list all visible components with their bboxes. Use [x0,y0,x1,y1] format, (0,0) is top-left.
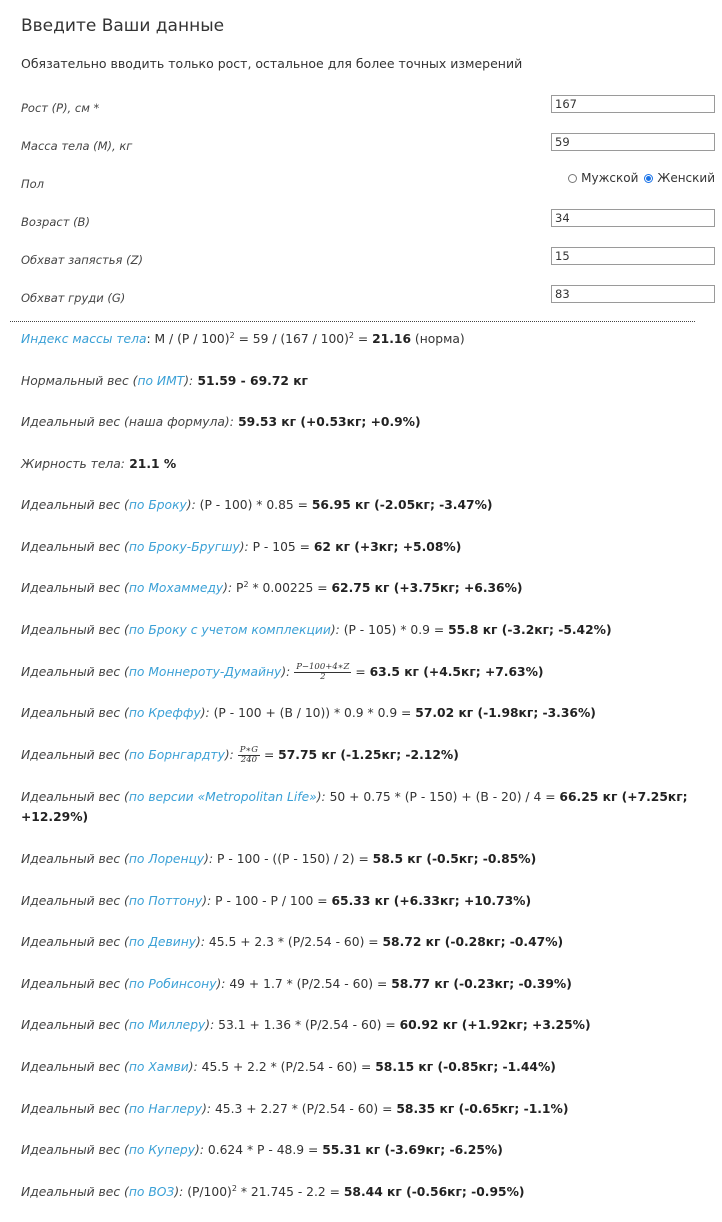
mohammed-link[interactable]: по Мохаммеду [128,581,224,595]
kreff-formula: (Р - 100 + (В / 10)) * 0.9 * 0.9 = [209,706,416,720]
bmi-formula-part1: : М / (Р / 100) [146,332,230,346]
ideal-suffix: ): [224,748,234,762]
cooper-link[interactable]: по Куперу [128,1143,196,1157]
result-metlife [21,787,711,827]
gender-male-label[interactable]: Мужской [581,171,639,185]
result-bmi [21,329,711,349]
borngardt-equals: = [260,748,279,762]
result-who [21,1182,711,1202]
result-kreff [21,703,711,723]
page-subtitle: Обязательно вводить только рост, остальное для более точных измерений [21,56,523,71]
broca-brugsh-value: 62 кг (+3кг; +5.08%) [313,540,462,554]
potton-value: 65.33 кг (+6.33кг; +10.73%) [331,894,532,908]
ideal-prefix: Идеальный вес ( [21,1060,129,1074]
monnerot-numerator: P−100+4∗Z [296,662,350,672]
ideal-suffix: ): [202,1102,212,1116]
result-lorentz [21,849,711,869]
broca-brugsh-formula: Р - 105 = [248,540,314,554]
metlife-link[interactable]: по версии «Metropolitan Life» [128,790,317,804]
ideal-prefix: Идеальный вес ( [21,623,129,637]
ideal-prefix: Идеальный вес ( [21,790,129,804]
result-mohammed [21,578,711,598]
miller-formula: 53.1 + 1.36 * (Р/2.54 - 60) = [214,1018,400,1032]
weight-input[interactable] [551,133,715,151]
ideal-suffix: ): [330,623,340,637]
results-divider [10,321,695,322]
mohammed-formula-part2: * 0.00225 = [248,581,332,595]
ideal-suffix: ): [223,581,233,595]
result-broca [21,495,711,515]
broca-formula: (Р - 100) * 0.85 = [195,498,312,512]
who-formula-part2: * 21.745 - 2.2 = [236,1185,344,1199]
lorentz-link[interactable]: по Лоренцу [128,852,205,866]
ideal-prefix: Идеальный вес ( [21,977,129,991]
weight-label: Масса тела (М), кг [21,139,133,153]
ideal-prefix: Идеальный вес ( [21,1102,129,1116]
ideal-prefix: Идеальный вес ( [21,498,129,512]
broca-link[interactable]: по Броку [128,498,187,512]
lorentz-formula: Р - 100 - ((Р - 150) / 2) = [213,852,373,866]
mohammed-exponent: 2 [243,579,249,589]
ideal-prefix: Идеальный вес ( [21,852,129,866]
broca-value: 56.95 кг (-2.05кг; -3.47%) [311,498,493,512]
height-label: Рост (Р), см * [21,101,100,115]
ideal-prefix: Идеальный вес ( [21,1018,129,1032]
result-robinson [21,974,711,994]
result-cooper [21,1140,711,1160]
result-body-fat [21,454,711,474]
hamwi-link[interactable]: по Хамви [128,1060,189,1074]
ideal-suffix: ): [186,498,196,512]
ideal-prefix: Идеальный вес ( [21,894,129,908]
ideal-suffix: ): [239,540,249,554]
lorentz-value: 58.5 кг (-0.5кг; -0.85%) [372,852,537,866]
normal-link[interactable]: по ИМТ [137,374,185,388]
ideal-suffix: ): [281,665,291,679]
gender-female-label[interactable]: Женский [657,171,715,185]
age-input[interactable] [551,209,715,227]
cooper-formula: 0.624 * Р - 48.9 = [203,1143,323,1157]
broca-brugsh-link[interactable]: по Броку-Бругшу [128,540,240,554]
kreff-value: 57.02 кг (-1.98кг; -3.36%) [415,706,596,720]
result-miller [21,1015,711,1035]
ideal-prefix: Идеальный вес ( [21,706,129,720]
normal-prefix: Нормальный вес ( [21,374,138,388]
ideal-suffix: ): [200,706,210,720]
broca-complexion-formula: (Р - 105) * 0.9 = [339,623,449,637]
robinson-link[interactable]: по Робинсону [128,977,217,991]
nagler-value: 58.35 кг (-0.65кг; -1.1%) [396,1102,569,1116]
result-our-formula [21,412,711,432]
metlife-value: 66.25 кг (+7.25кг; +12.29%) [21,790,688,824]
ideal-prefix: Идеальный вес ( [21,581,129,595]
result-borngardt [21,745,711,765]
result-nagler [21,1099,711,1119]
height-input[interactable] [551,95,715,113]
page-title: Введите Ваши данные [21,16,225,36]
bmi-formula-part2: = 59 / (167 / 100) [234,332,349,346]
gender-row [21,171,715,193]
bmi-equals: = [353,332,373,346]
ideal-suffix: ): [174,1185,184,1199]
result-monnerot [21,662,711,682]
miller-link[interactable]: по Миллеру [128,1018,206,1032]
devine-value: 58.72 кг (-0.28кг; -0.47%) [382,935,564,949]
who-value: 58.44 кг (-0.56кг; -0.95%) [343,1185,525,1199]
who-link[interactable]: по ВОЗ [128,1185,175,1199]
monnerot-value: 63.5 кг (+4.5кг; +7.63%) [369,665,544,679]
chest-input[interactable] [551,285,715,303]
kreff-link[interactable]: по Креффу [128,706,201,720]
broca-complexion-link[interactable]: по Броку с учетом комплекции [128,623,331,637]
ideal-suffix: ): [202,894,212,908]
ours-value: 59.53 кг (+0.53кг; +0.9%) [233,415,421,429]
ideal-suffix: ): [216,977,226,991]
gender-radio-group [568,171,715,185]
who-exponent: 2 [231,1183,237,1193]
wrist-label: Обхват запястья (Z) [21,253,143,267]
gender-label: Пол [21,177,45,191]
borngardt-value: 57.75 кг (-1.25кг; -2.12%) [278,748,459,762]
result-broca-complexion [21,620,711,640]
ideal-prefix: Идеальный вес ( [21,935,129,949]
ideal-prefix: Идеальный вес ( [21,540,129,554]
cooper-value: 55.31 кг (-3.69кг; -6.25%) [322,1143,503,1157]
chest-label: Обхват груди (G) [21,291,126,305]
monnerot-equals: = [351,665,370,679]
ideal-suffix: ): [204,852,214,866]
bmi-note: (норма) [411,332,465,346]
borngardt-fraction [238,746,260,765]
ideal-suffix: ): [205,1018,215,1032]
borngardt-denominator: 240 [240,755,258,765]
mohammed-value: 62.75 кг (+3.75кг; +6.36%) [331,581,523,595]
weight-row [21,133,715,155]
gender-male-radio[interactable] [568,174,577,183]
ideal-prefix: Идеальный вес ( [21,665,129,679]
miller-value: 60.92 кг (+1.92кг; +3.25%) [399,1018,591,1032]
ideal-prefix: Идеальный вес ( [21,1143,129,1157]
ours-prefix: Идеальный вес (наша формула): [21,415,234,429]
result-hamwi [21,1057,711,1077]
hamwi-value: 58.15 кг (-0.85кг; -1.44%) [375,1060,556,1074]
wrist-row [21,247,715,269]
nagler-link[interactable]: по Наглеру [128,1102,203,1116]
monnerot-fraction [294,663,351,682]
borngardt-link[interactable]: по Борнгардту [128,748,225,762]
result-potton [21,891,711,911]
devine-link[interactable]: по Девину [128,935,197,949]
result-normal-weight [21,371,711,391]
ideal-suffix: ): [188,1060,198,1074]
ideal-prefix: Идеальный вес ( [21,1185,129,1199]
normal-suffix: ): [184,374,194,388]
age-label: Возраст (В) [21,215,90,229]
robinson-value: 58.77 кг (-0.23кг; -0.39%) [391,977,572,991]
metlife-formula: 50 + 0.75 * (Р - 150) + (В - 20) / 4 = [325,790,560,804]
monnerot-denominator: 2 [320,672,326,682]
height-row [21,95,715,117]
wrist-input[interactable] [551,247,715,265]
nagler-formula: 45.3 + 2.27 * (Р/2.54 - 60) = [211,1102,397,1116]
monnerot-link[interactable]: по Моннероту-Думайну [128,665,282,679]
fat-value: 21.1 % [124,457,177,471]
potton-formula: Р - 100 - Р / 100 = [211,894,332,908]
bmi-exponent: 2 [229,330,235,340]
robinson-formula: 49 + 1.7 * (Р/2.54 - 60) = [225,977,392,991]
borngardt-numerator: P∗G [239,745,259,755]
normal-value: 51.59 - 69.72 кг [193,374,308,388]
bmi-exponent-2: 2 [348,330,354,340]
chest-row [21,285,715,307]
broca-complexion-value: 55.8 кг (-3.2кг; -5.42%) [448,623,612,637]
fat-prefix: Жирность тела: [21,457,125,471]
bmi-link[interactable]: Индекс массы тела [21,332,147,346]
gender-female-radio[interactable] [644,174,653,183]
mohammed-formula-part1: Р [232,581,244,595]
result-broca-brugsh [21,537,711,557]
who-formula-part1: (Р/100) [183,1185,232,1199]
ideal-suffix: ): [316,790,326,804]
hamwi-formula: 45.5 + 2.2 * (Р/2.54 - 60) = [197,1060,376,1074]
ideal-suffix: ): [195,1143,204,1157]
ideal-prefix: Идеальный вес ( [21,748,129,762]
result-devine [21,932,711,952]
devine-formula: 45.5 + 2.3 * (Р/2.54 - 60) = [205,935,383,949]
potton-link[interactable]: по Поттону [128,894,203,908]
age-row [21,209,715,231]
bmi-value: 21.16 [372,332,412,346]
ideal-suffix: ): [196,935,205,949]
